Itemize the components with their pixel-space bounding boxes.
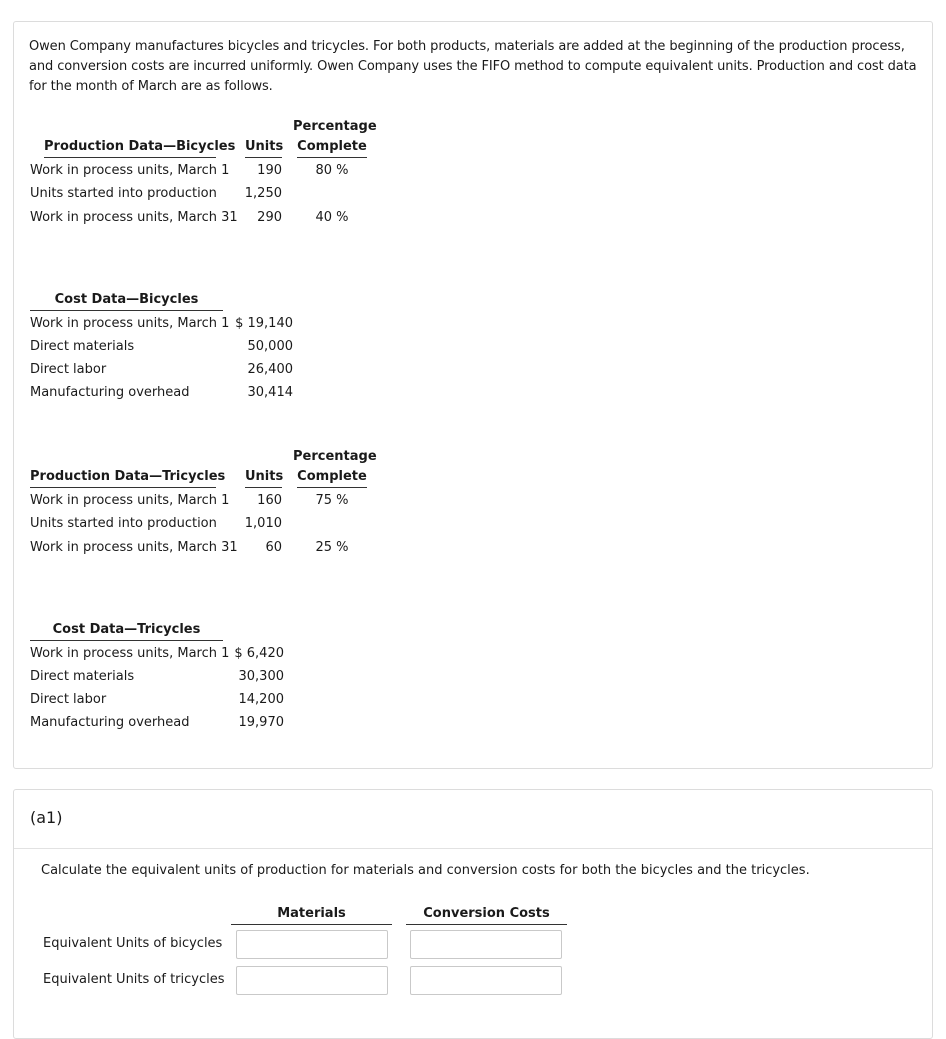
table-row-value: 14,200: [238, 692, 284, 707]
pct-header-line1: Percentage: [293, 449, 377, 464]
table-row-label: Work in process units, March 31: [30, 210, 238, 225]
problem-card: [13, 21, 933, 769]
table-row-units: 160: [257, 493, 282, 508]
production-tricycles-title: Production Data—Tricycles: [30, 468, 216, 488]
table-row-label: Work in process units, March 31: [30, 540, 238, 555]
divider: [14, 848, 932, 849]
bicycles-conversion-input[interactable]: [410, 930, 562, 959]
tricycles-row-label: Equivalent Units of tricycles: [43, 972, 225, 987]
table-row-label: Units started into production: [30, 516, 217, 531]
table-row-units: 1,250: [244, 186, 282, 201]
table-row-label: Direct labor: [30, 692, 107, 707]
table-row-label: Direct materials: [30, 669, 135, 684]
table-row-value: 50,000: [247, 339, 293, 354]
question-card: [13, 789, 933, 1039]
table-row-label: Direct labor: [30, 362, 107, 377]
table-row-value: 30,300: [238, 669, 284, 684]
table-row-value: $ 19,140: [235, 316, 293, 331]
cost-tricycles-title: Cost Data—Tricycles: [30, 621, 223, 641]
units-header: Units: [245, 468, 282, 488]
table-row-label: Manufacturing overhead: [30, 385, 190, 400]
table-row-label: Work in process units, March 1: [30, 316, 230, 331]
table-row-value: $ 6,420: [234, 646, 284, 661]
tricycles-materials-input[interactable]: [236, 966, 388, 995]
problem-intro: Owen Company manufactures bicycles and tricycles. For both products, materials are added at the beginning of the production process, and conversion costs are incurred uniformly. Owen Company uses the FIFO method to compute equivalent units. Production and cost data for the month of March are as follows.: [29, 39, 917, 94]
production-bicycles-title: Production Data—Bicycles: [44, 138, 216, 158]
table-row-value: 26,400: [247, 362, 293, 377]
units-header: Units: [245, 138, 282, 158]
materials-column-header: Materials: [231, 906, 392, 925]
bicycles-materials-input[interactable]: [236, 930, 388, 959]
table-row-pct: 40 %: [315, 210, 349, 225]
table-row-pct: 75 %: [315, 493, 349, 508]
table-row-units: 290: [257, 210, 282, 225]
table-row-label: Units started into production: [30, 186, 217, 201]
table-row-units: 190: [257, 163, 282, 178]
table-row-label: Manufacturing overhead: [30, 715, 190, 730]
pct-header-line2: Complete: [297, 468, 367, 488]
table-row-label: Work in process units, March 1: [30, 646, 230, 661]
table-row-label: Direct materials: [30, 339, 135, 354]
table-row-value: 19,970: [238, 715, 284, 730]
conversion-costs-column-header: Conversion Costs: [406, 906, 567, 925]
table-row-pct: 25 %: [315, 540, 349, 555]
question-instruction: Calculate the equivalent units of production for materials and conversion costs for both the bicycles and the tricycles.: [41, 863, 810, 878]
bicycles-row-label: Equivalent Units of bicycles: [43, 936, 223, 951]
pct-header-line2: Complete: [297, 138, 367, 158]
question-label: (a1): [30, 808, 63, 827]
table-row-value: 30,414: [247, 385, 293, 400]
pct-header-line1: Percentage: [293, 119, 377, 134]
table-row-label: Work in process units, March 1: [30, 493, 230, 508]
table-row-units: 1,010: [244, 516, 282, 531]
table-row-label: Work in process units, March 1: [30, 163, 230, 178]
tricycles-conversion-input[interactable]: [410, 966, 562, 995]
table-row-pct: 80 %: [315, 163, 349, 178]
table-row-units: 60: [265, 540, 282, 555]
cost-bicycles-title: Cost Data—Bicycles: [30, 291, 223, 311]
